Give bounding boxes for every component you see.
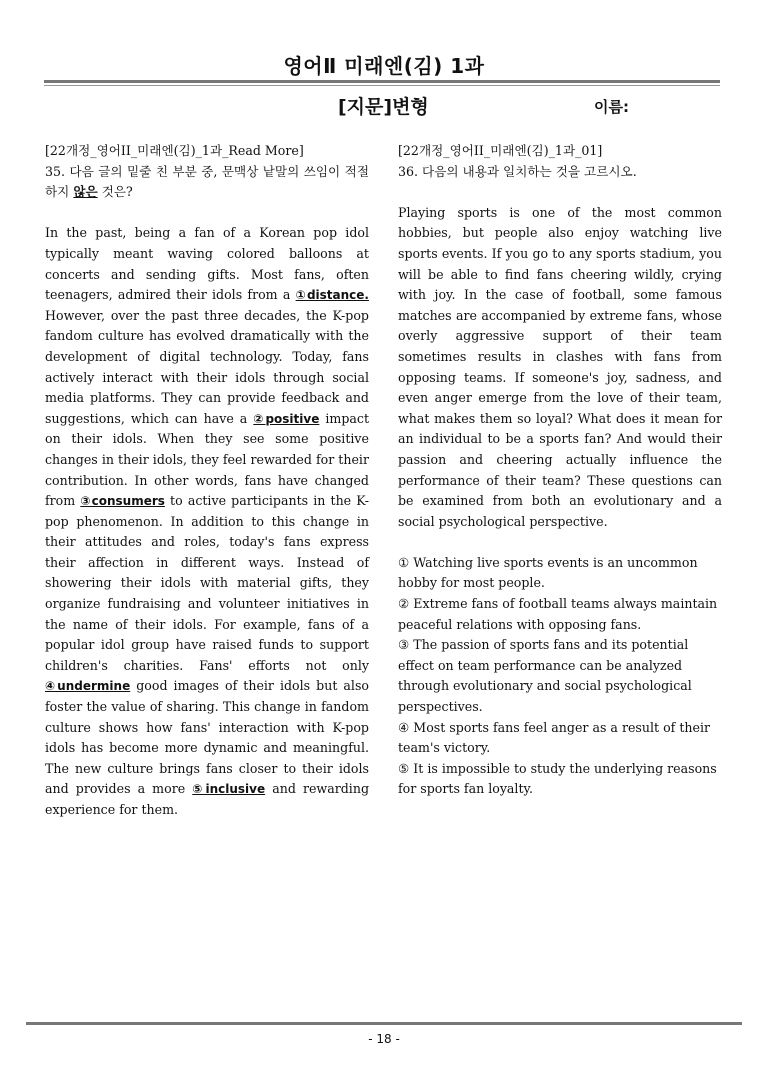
- q35-source: [22개정_영어II_미래엔(김)_1과_Read More]: [45, 143, 304, 158]
- q35-prompt-emphasis: 않은: [73, 184, 98, 200]
- question-36: [398, 141, 722, 800]
- q36-source: [22개정_영어II_미래엔(김)_1과_01]: [398, 143, 603, 158]
- q36-option-1: ① Watching live sports events is an uncommon hobby for most people.: [398, 554, 698, 591]
- q36-option-3: ③ The passion of sports fans and its potential effect on team performance can be analyzed through evolutionary and social psychological perspectives.: [398, 637, 692, 715]
- marked-word-4: ④undermine: [45, 679, 131, 694]
- question-35: [45, 141, 369, 821]
- marked-word-2: ②positive: [253, 411, 320, 426]
- footer-rule: [26, 1022, 742, 1025]
- marked-word-1: ①distance.: [295, 288, 369, 303]
- name-label: 이름:: [594, 98, 629, 116]
- page-subtitle: [지문]변형: [338, 96, 429, 118]
- q36-option-4: ④ Most sports fans feel anger as a result of their team's victory.: [398, 719, 710, 756]
- passage-text: good images of their idols but also foster the value of sharing. This change in fandom culture shows how fans' interaction with K-pop idols has become more dynamic and meaningful. The new culture brings fans closer to their idols and provides a more: [45, 678, 369, 797]
- marked-word-3: ③consumers: [80, 494, 165, 509]
- q36-option-2: ② Extreme fans of football teams always maintain peaceful relations with opposing fans.: [398, 596, 718, 632]
- q36-option-5: ⑤ It is impossible to study the underlying reasons for sports fan loyalty.: [398, 760, 717, 797]
- passage-text: impact on their idols. When they see some positive changes in their idols, they feel rewarded for their contribution. In other words, fans have changed from: [45, 410, 370, 509]
- passage-text: In the past, being a fan of a Korean pop idol typically meant waving colored balloons at concerts and sending gifts. Most fans, often teenagers, admired their idols from a: [45, 225, 369, 303]
- title-rule-thin: [44, 85, 720, 86]
- q35-prompt-text: 35. 다음 글의 밑줄 친 부분 중, 문맥상 낱말의 쓰임이 적절하지: [45, 163, 369, 200]
- page-title: 영어Ⅱ 미래엔(김) 1과: [283, 54, 485, 78]
- q35-prompt: [45, 162, 369, 203]
- q36-prompt: 36. 다음의 내용과 일치하는 것을 고르시오.: [398, 163, 637, 179]
- page-number: - 18 -: [368, 1032, 400, 1046]
- passage-text: and rewarding experience for them.: [45, 781, 370, 817]
- q36-passage: Playing sports is one of the most common hobbies, but people also enjoy watching live sports events. If you go to any sports stadium, you will be able to find fans cheering wildly, crying with joy. In the case of football, some famous matches are accompanied by extreme fans, whose overly aggressive support of their team sometimes results in clashes with fans from opposing teams. If someone's joy, sadness, and even anger emerge from the love of their team, what makes them so loyal? What does it mean for an individual to be a sports fan? And would their passion and cheering actually influence the performance of their team? These questions can be examined from both an evolutionary and a social psychological perspective.: [398, 204, 722, 529]
- passage-text: However, over the past three decades, the K-pop fandom culture has evolved dramatically with the development of digital technology. Today, fans actively interact with their idols through social media platforms. They can provide feedback and suggestions, which can have a: [45, 307, 369, 426]
- title-rule-thick: [44, 80, 720, 83]
- q35-passage: [45, 223, 369, 820]
- q35-prompt-end: 것은?: [97, 184, 133, 200]
- marked-word-5: ⑤inclusive: [192, 782, 266, 797]
- passage-text: to active participants in the K-pop phenomenon. In addition to this change in their attitudes and roles, today's fans express their affection in different ways. Instead of showering their idols with material gifts, they organize fundraising and volunteer initiatives in the name of their idols. For example, fans of a popular idol group have raised funds to support children's charities. Fans' efforts not only: [45, 493, 370, 673]
